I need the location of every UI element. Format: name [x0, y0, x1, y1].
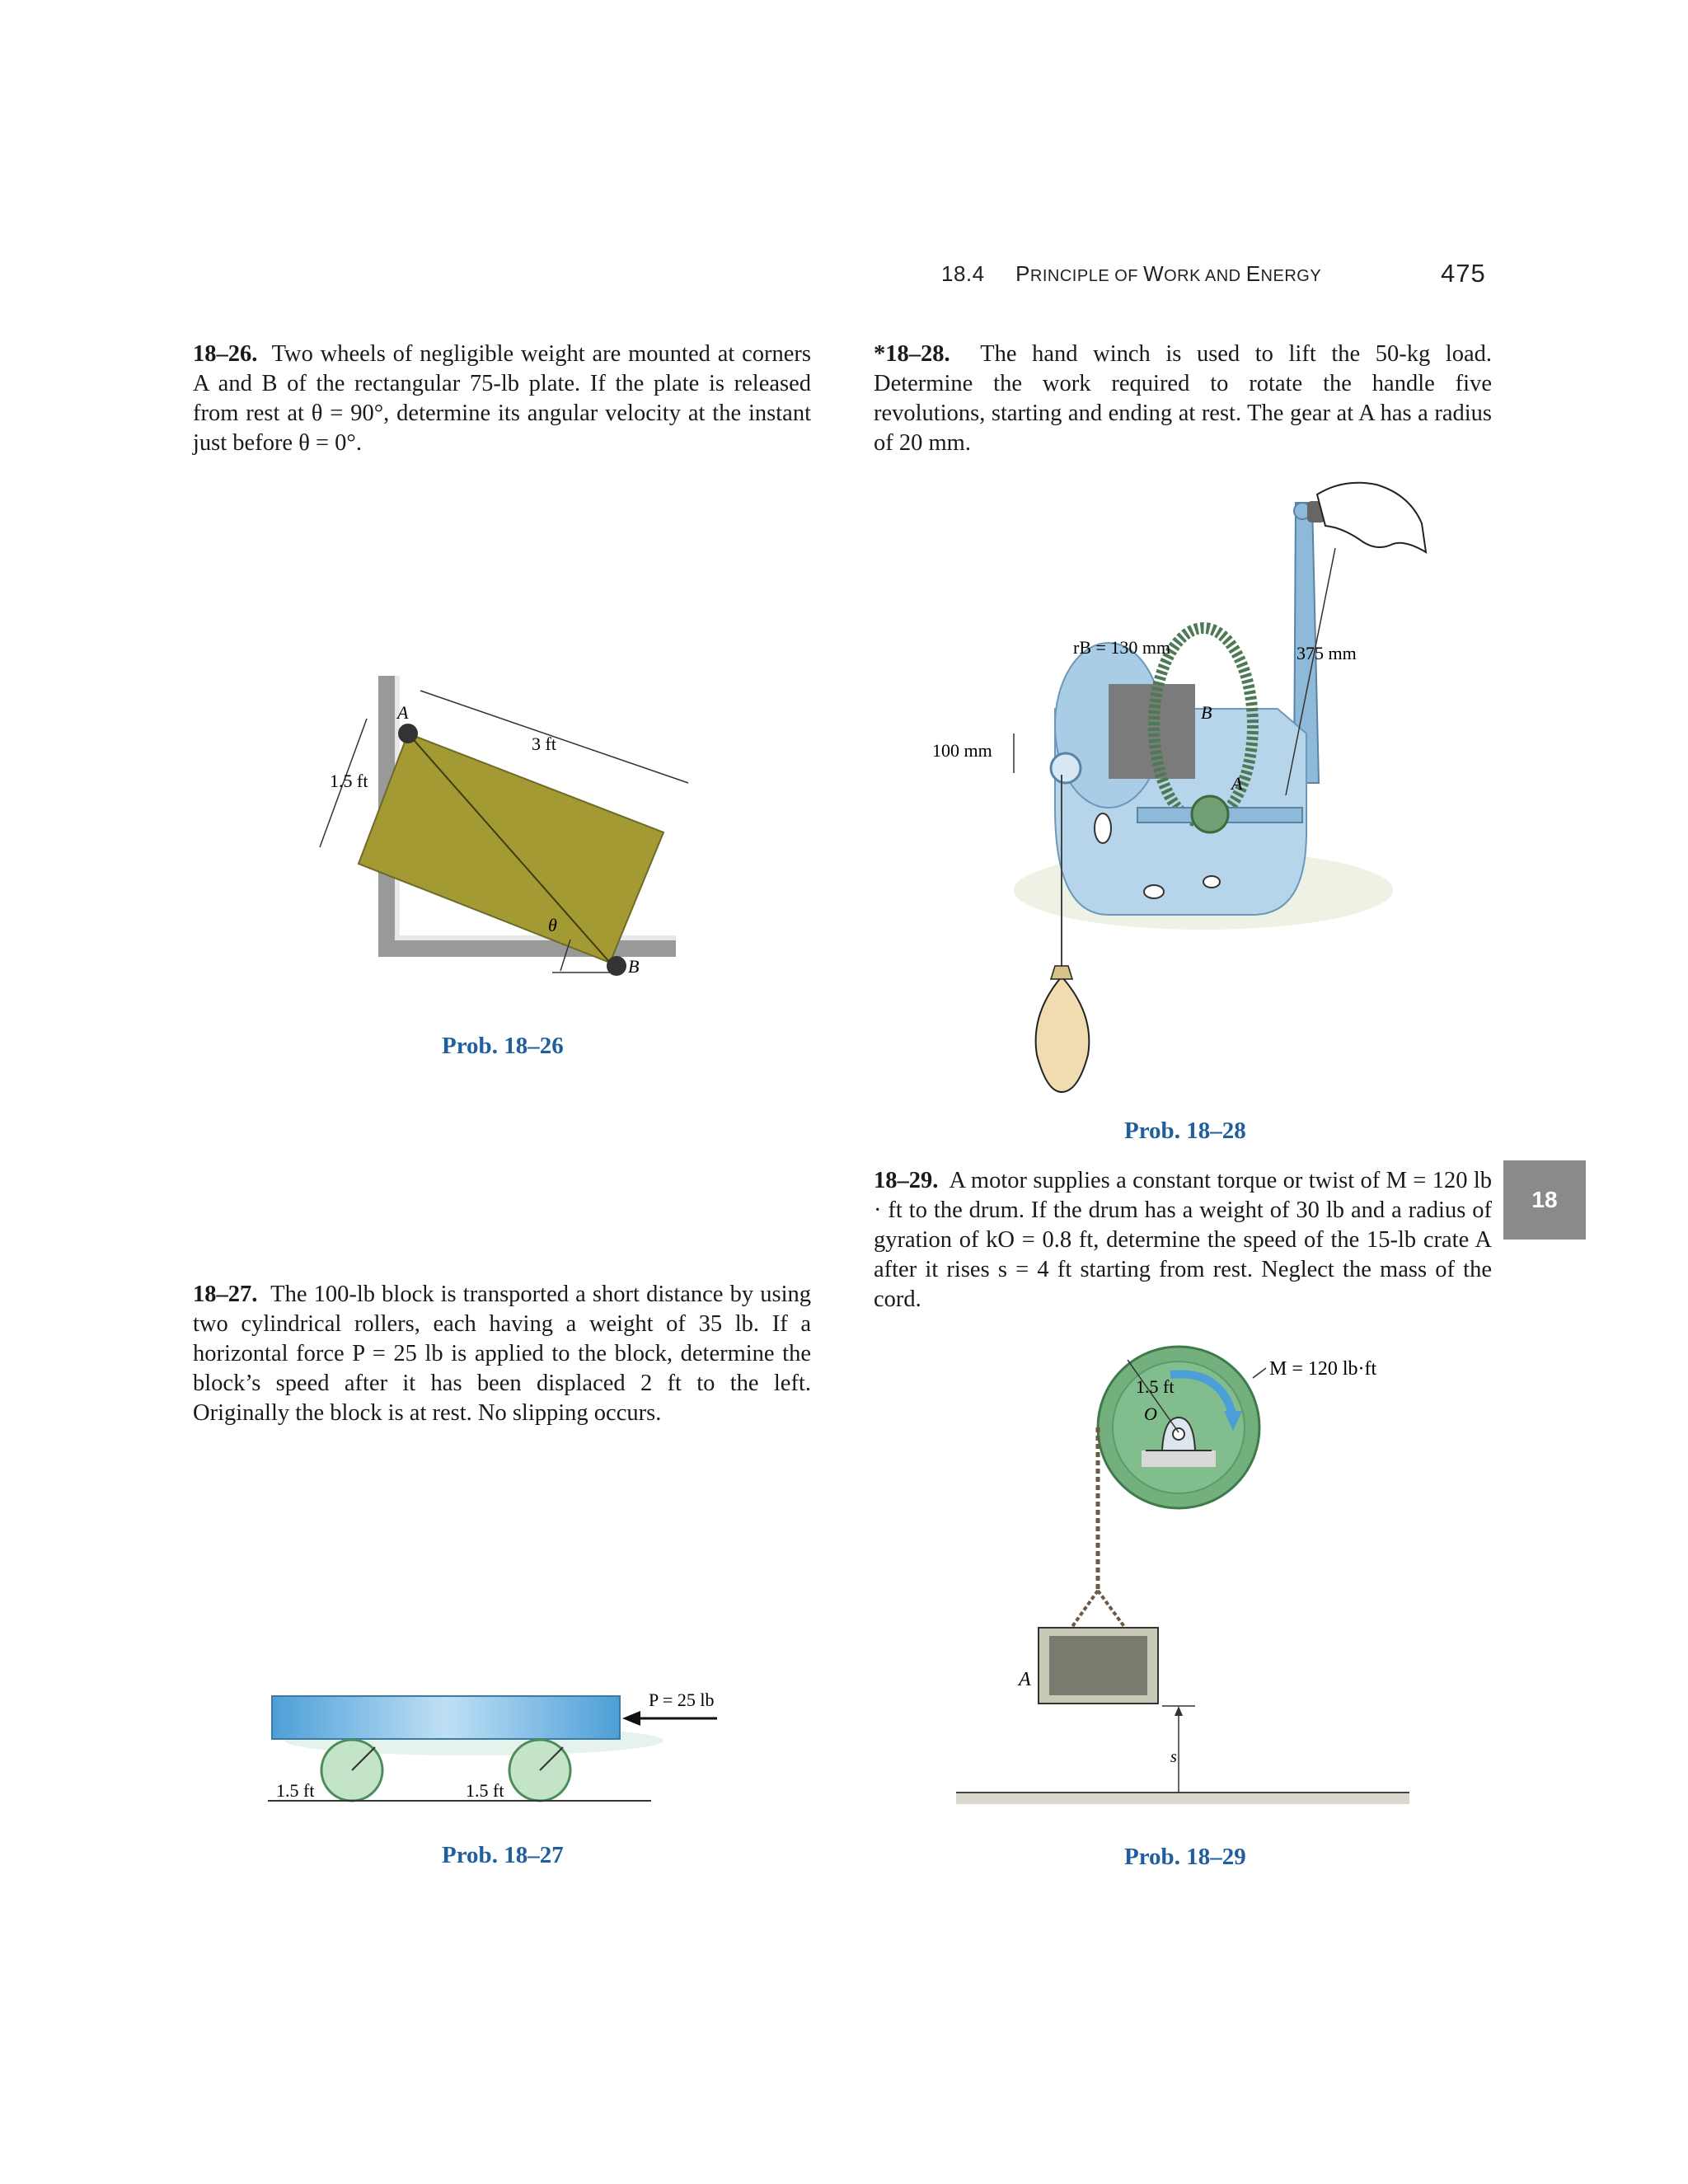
problem-number: 18–29.: [874, 1168, 939, 1193]
problem-text: A motor supplies a constant torque or twist of M = 120 lb · ft to the drum. If the drum has a weight of 30 lb and a radius of gyration of kO = 0.8 ft, determine the speed of the 15-lb crate A after it rises s = 4 ft starting from rest. Neglect the mass of the cord.: [874, 1168, 1492, 1312]
load-bag: [1036, 977, 1090, 1092]
force-arrow-head: [622, 1711, 640, 1726]
figure-18-29: [948, 1335, 1418, 1805]
problem-18-26: [193, 340, 811, 458]
drum-rope-coil: [1109, 684, 1195, 779]
caption-18-29: Prob. 18–29: [1124, 1844, 1246, 1870]
bearing-base: [1142, 1451, 1216, 1467]
label-15ft: 1.5 ft: [330, 771, 368, 791]
label-b: B: [628, 956, 640, 977]
label-rb: rB = 130 mm: [1073, 637, 1171, 658]
chapter-tab: 18: [1503, 1160, 1586, 1240]
hand: [1317, 483, 1426, 552]
rectangular-plate: [359, 733, 663, 963]
label-a: A: [1231, 773, 1243, 794]
problem-number: *18–28.: [874, 341, 950, 367]
label-radius: 1.5 ft: [1136, 1376, 1175, 1397]
label-b: B: [1201, 702, 1212, 723]
problem-18-28: [874, 340, 1492, 458]
problem-text: Two wheels of negligible weight are mounted at corners A and B of the rectangular 75-lb plate. If the plate is released from rest at θ = 90°, determine its angular velocity at the instant just before θ = 0°.: [193, 341, 811, 456]
figure-18-26: [297, 659, 692, 989]
moment-leader: [1253, 1368, 1266, 1378]
section-title: PRINCIPLE OF WORK AND ENERGY: [1015, 261, 1322, 286]
page-number: 475: [1441, 259, 1486, 288]
problem-text: The hand winch is used to lift the 50-kg load. Determine the work required to rotate the handle five revolutions, starting and ending at rest. The gear at A has a radius of 20 mm.: [874, 341, 1492, 456]
label-o: O: [1144, 1404, 1157, 1424]
mount-hole-1: [1144, 885, 1164, 898]
axle-hole: [1051, 753, 1081, 783]
label-a: A: [397, 702, 409, 723]
label-theta: θ: [548, 915, 557, 935]
label-moment: M = 120 lb·ft: [1269, 1358, 1377, 1380]
caption-18-27: Prob. 18–27: [442, 1842, 564, 1868]
gear-a: [1192, 796, 1228, 832]
label-radius-right: 1.5 ft: [466, 1780, 504, 1801]
bearing-pin: [1173, 1428, 1184, 1440]
label-a: A: [1019, 1669, 1031, 1690]
frame-hole: [1095, 813, 1111, 843]
problem-18-27: [193, 1280, 811, 1428]
label-375: 375 mm: [1296, 643, 1357, 663]
s-arrow-head: [1175, 1706, 1183, 1716]
chain-sling: [1071, 1591, 1125, 1628]
block: [272, 1696, 620, 1739]
problem-text: The 100-lb block is transported a short distance by using two cylindrical rollers, each having a weight of 35 lb. If a horizontal force P = 25 lb is applied to the block, determine the block’s speed after it has been displaced 2 ft to the left. Originally the block is at rest. No slipping occurs.: [193, 1282, 811, 1426]
problem-number: 18–27.: [193, 1282, 258, 1307]
caption-18-28: Prob. 18–28: [1124, 1118, 1246, 1144]
problem-number: 18–26.: [193, 341, 258, 367]
figure-18-27: [260, 1681, 771, 1846]
mount-hole-2: [1203, 876, 1220, 888]
bag-tie: [1051, 966, 1072, 979]
label-3ft: 3 ft: [532, 733, 556, 754]
ground: [956, 1793, 1409, 1804]
label-force: P = 25 lb: [649, 1690, 715, 1710]
wheel-a: [398, 724, 418, 743]
label-radius-left: 1.5 ft: [276, 1780, 315, 1801]
crate-slats: [1049, 1636, 1147, 1695]
label-s: s: [1170, 1748, 1177, 1766]
caption-18-26: Prob. 18–26: [442, 1033, 564, 1059]
label-100: 100 mm: [932, 740, 992, 761]
figure-18-28: [931, 462, 1442, 1113]
problem-18-29: [874, 1166, 1492, 1315]
running-header: [941, 261, 1321, 287]
section-number: 18.4: [941, 261, 985, 286]
